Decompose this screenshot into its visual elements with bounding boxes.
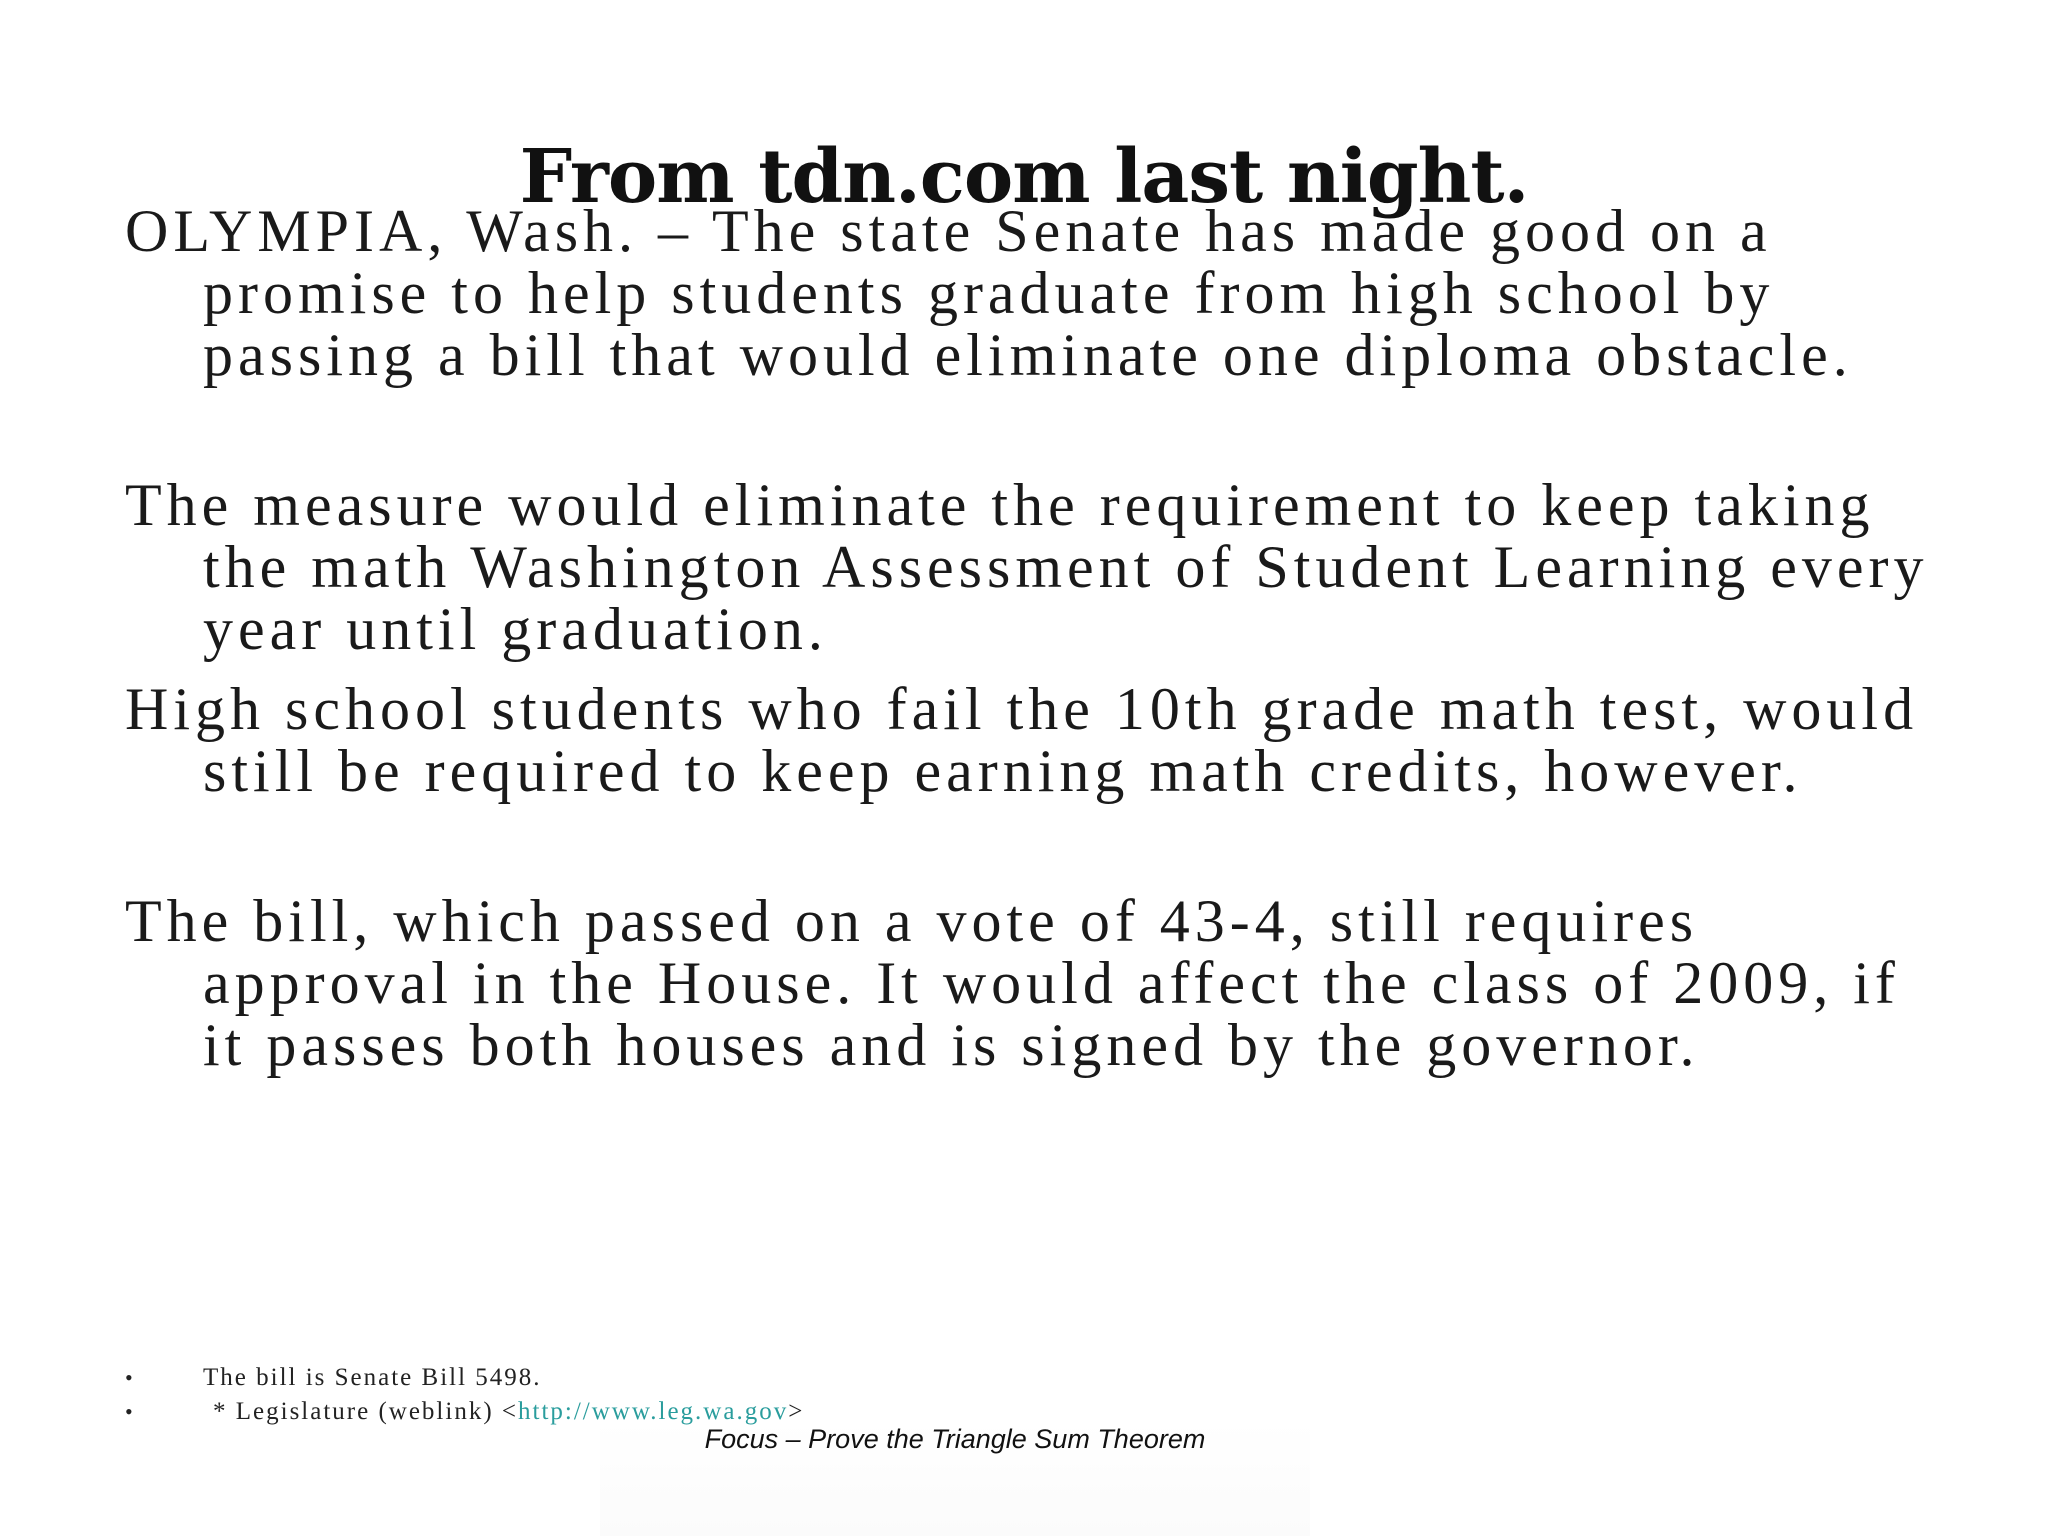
paragraph-vote: The bill, which passed on a vote of 43-4, still requires approval in the House. It would affect the class of 2009, if it passes both houses and is signed by the governor. (125, 888, 1900, 1078)
bullet-icon: • (125, 1399, 135, 1424)
bullet-list (125, 1364, 1325, 1432)
paragraph-measure: The measure would eliminate the requirement to keep taking the math Washington Assessment of Student Learning every year until graduation. (125, 472, 1929, 662)
legislature-link[interactable]: http://www.leg.wa.gov (518, 1398, 789, 1425)
article-body (125, 200, 1945, 1076)
bill-note-text: The bill is Senate Bill 5498. (203, 1364, 542, 1391)
paragraph-high-school: High school students who fail the 10th grade math test, would still be required to keep earning math credits, however. (125, 676, 1919, 804)
slide-title: From tdn.com last night. (519, 133, 1529, 220)
bullet-icon: • (125, 1365, 135, 1390)
legislature-suffix: > (788, 1398, 805, 1425)
slide-footer: Focus – Prove the Triangle Sum Theorem (704, 1424, 1206, 1454)
paragraph-olympia: OLYMPIA, Wash. – The state Senate has made good on a promise to help students graduate from high school by passing a bill that would eliminate one diploma obstacle. (125, 198, 1853, 388)
legislature-prefix: * Legislature (weblink) < (213, 1398, 518, 1425)
bullet-item-bill-number (125, 1364, 1325, 1398)
legislature-text (203, 1398, 804, 1426)
